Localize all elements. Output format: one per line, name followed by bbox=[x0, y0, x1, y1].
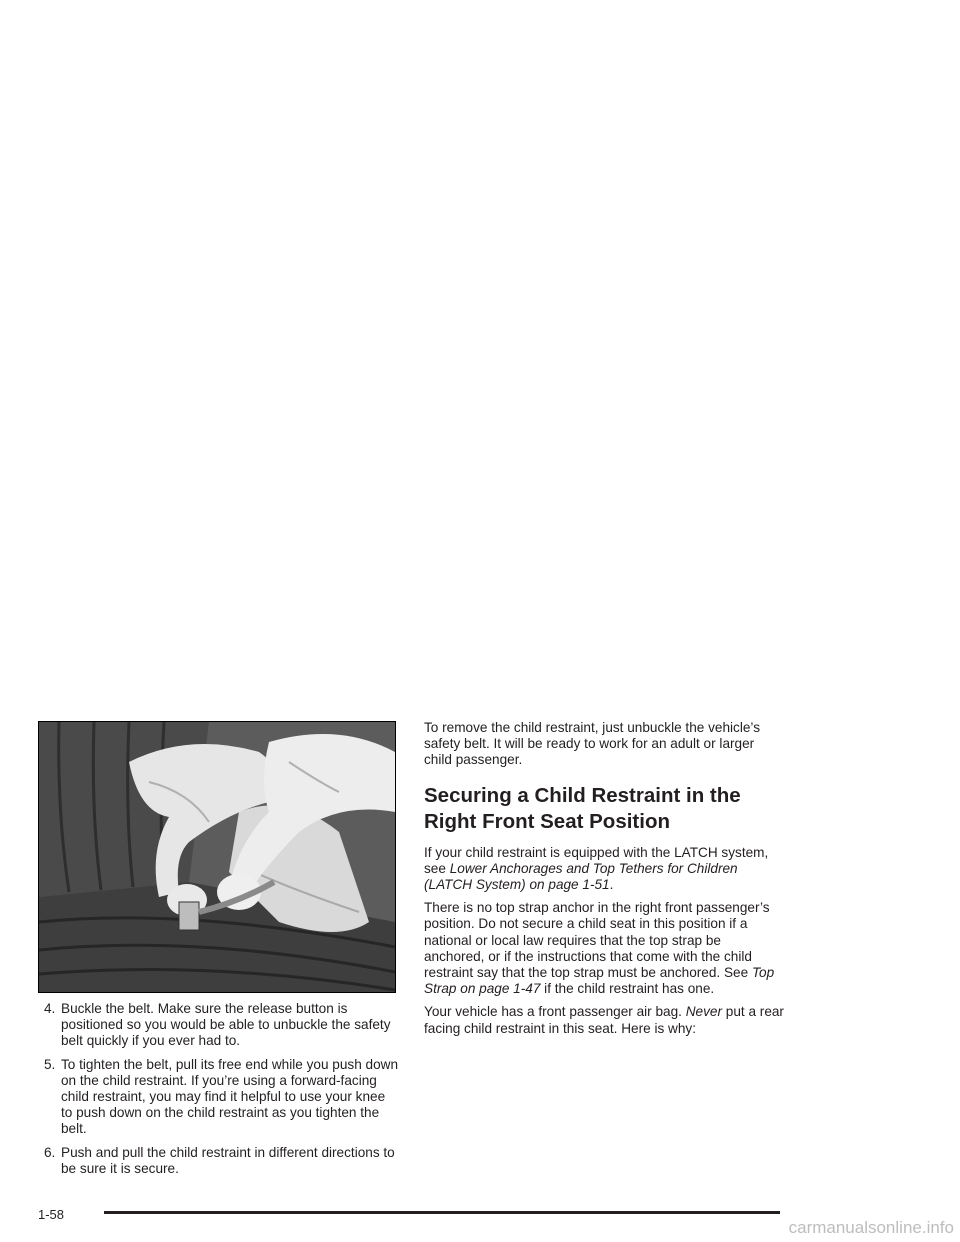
list-item bbox=[38, 1145, 400, 1177]
footer-rule bbox=[104, 1211, 780, 1214]
watermark: carmanualsonline.info bbox=[788, 1218, 954, 1237]
page-number: 1-58 bbox=[38, 1207, 65, 1222]
right-column bbox=[424, 720, 784, 1044]
step-text: Buckle the belt. Make sure the release button is positioned so you would be able to unbuckle the safety belt quickly if you ever had to. bbox=[61, 1001, 391, 1049]
list-item bbox=[38, 1001, 400, 1050]
page-footer bbox=[38, 1203, 780, 1223]
latch-paragraph: If your child restraint is equipped with the LATCH system, see Lower Anchorages and Top Tethers for Children (LATCH System) on page 1-51. bbox=[424, 844, 769, 893]
never-emphasis: Never bbox=[685, 1004, 722, 1020]
air-bag-paragraph: Your vehicle has a front passenger air bag. Never put a rear facing child restraint in this seat. Here is why: bbox=[424, 1004, 784, 1036]
left-column bbox=[38, 721, 400, 1184]
step-text: Push and pull the child restraint in different directions to be sure it is secure. bbox=[61, 1144, 395, 1176]
remove-restraint-paragraph: To remove the child restraint, just unbuckle the vehicle’s safety belt. It will be ready to work for an adult or larger child passenger. bbox=[424, 720, 760, 768]
step-number: 6. bbox=[44, 1144, 56, 1160]
list-item bbox=[38, 1057, 400, 1138]
section-heading: Securing a Child Restraint in the Right Front Seat Position bbox=[424, 783, 741, 833]
steps-list bbox=[38, 1001, 400, 1177]
step-text: To tighten the belt, pull its free end while you push down on the child restraint. If you’re using a forward-facing child restraint, you may find it helpful to use your knee to push down on the child restraint as you tighten the belt. bbox=[61, 1056, 399, 1137]
step-number: 4. bbox=[44, 1001, 56, 1016]
step-number: 5. bbox=[44, 1056, 56, 1072]
seat-belt-photo-icon bbox=[39, 722, 395, 992]
buckling-child-restraint-illustration bbox=[38, 721, 396, 993]
top-strap-reference-link[interactable]: Top Strap on page 1-47 bbox=[424, 965, 775, 997]
top-strap-paragraph: There is no top strap anchor in the right front passenger’s position. Do not secure a child seat in this position if a national or local law requires that the top strap be anchored, or if the instructions that come with the child restraint say that the top strap must be anchored. See Top Strap on page 1-47 if the child restraint has one. bbox=[424, 900, 775, 997]
latch-reference-link[interactable]: Lower Anchorages and Top Tethers for Children (LATCH System) on page 1-51 bbox=[424, 860, 738, 893]
